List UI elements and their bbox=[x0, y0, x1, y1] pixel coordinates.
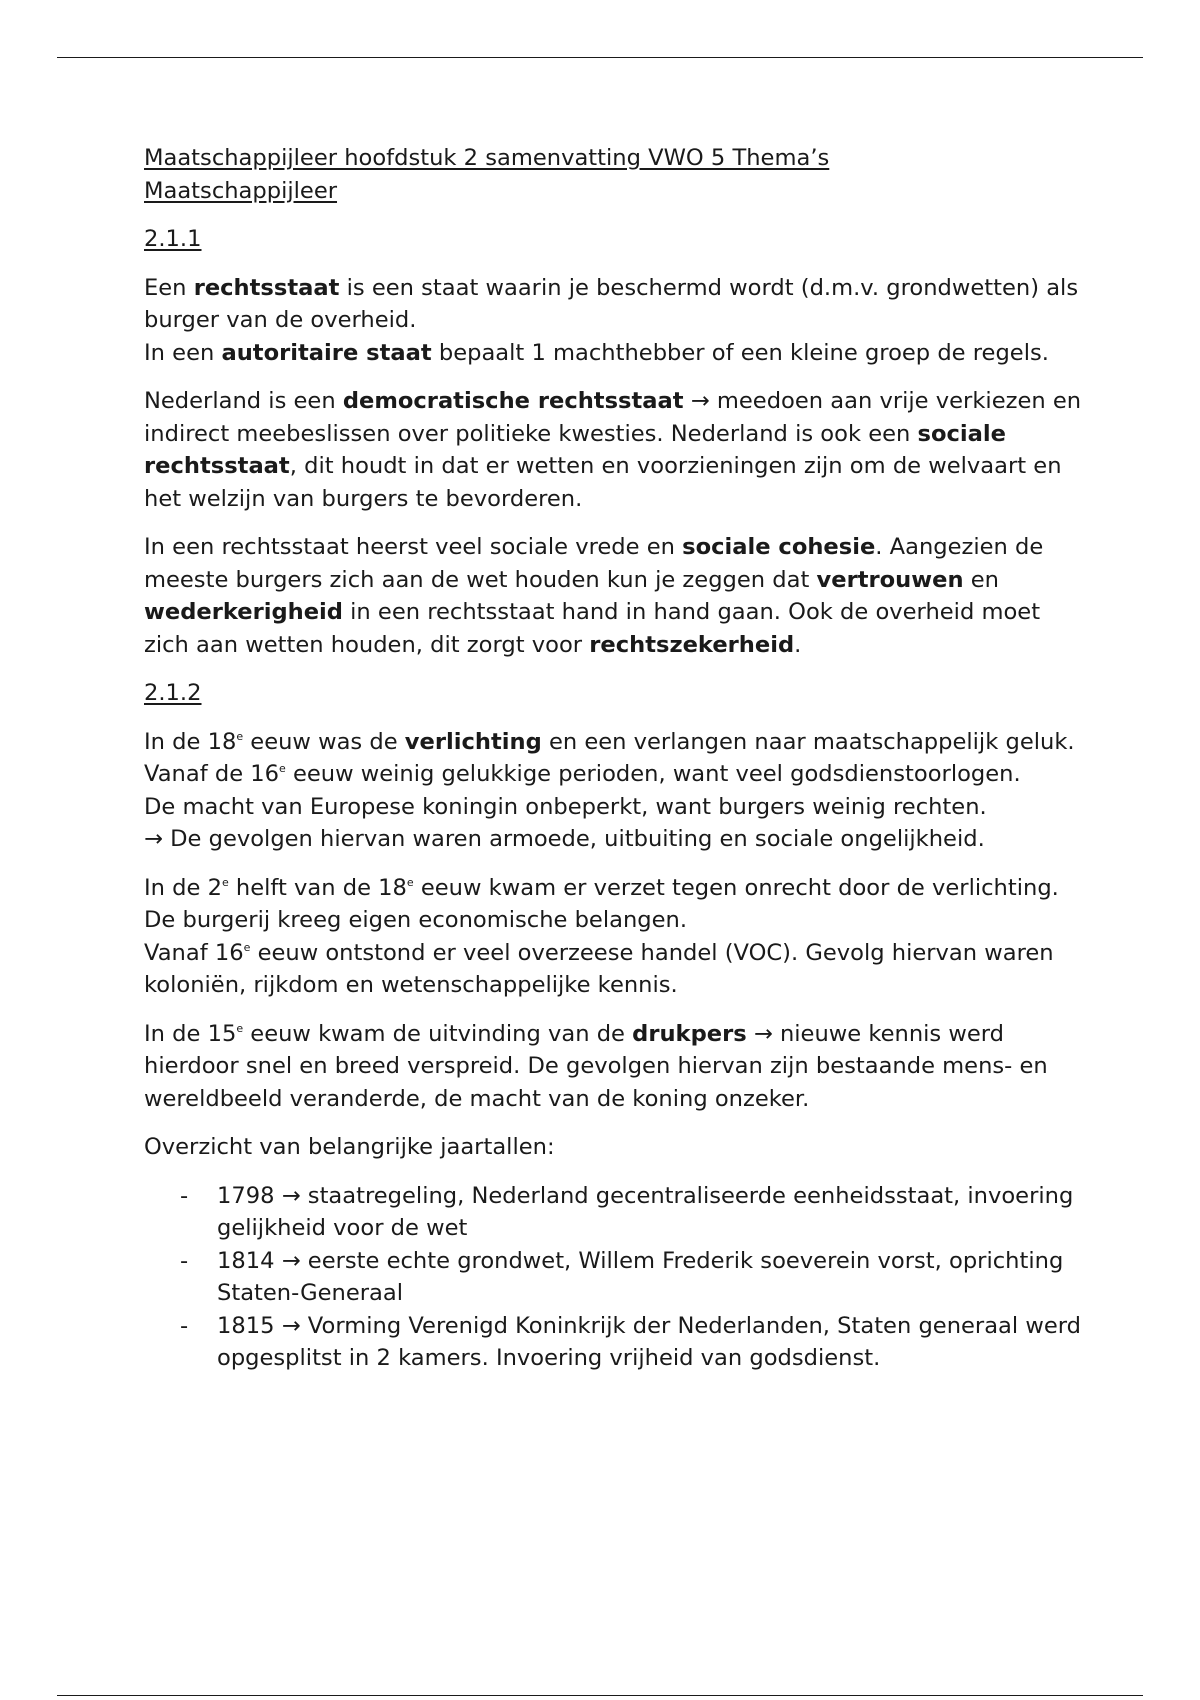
text-run: eeuw weinig gelukkige perioden, want veel godsdienstoorlogen. bbox=[285, 761, 1021, 787]
term-wederkerigheid: wederkerigheid bbox=[144, 599, 343, 625]
text-run: De macht van Europese koningin onbeperkt, want burgers weinig rechten. bbox=[144, 793, 987, 820]
text-run: De gevolgen hiervan waren armoede, uitbuiting en sociale ongelijkheid. bbox=[162, 826, 985, 852]
paragraph-sociale-cohesie bbox=[144, 531, 1084, 661]
year-description: Vorming Verenigd Koninkrijk der Nederlanden, Staten generaal werd opgesplitst in 2 kamers. Invoering vrijheid van godsdienst. bbox=[217, 1312, 1081, 1371]
text-run: In een bbox=[144, 339, 222, 366]
year: 1815 bbox=[217, 1312, 275, 1339]
arrow-right-icon: → bbox=[144, 826, 163, 852]
text-run: Nederland is een bbox=[144, 388, 343, 414]
term-verlichting: verlichting bbox=[404, 728, 542, 755]
paragraph-drukpers bbox=[144, 1018, 1084, 1116]
ordinal-suffix: e bbox=[236, 729, 244, 743]
section-heading-2-1-2 bbox=[144, 677, 1084, 710]
ordinal-suffix: e bbox=[279, 762, 286, 775]
text-run: eeuw was de bbox=[243, 728, 405, 755]
overview-intro: Overzicht van belangrijke jaartallen: bbox=[144, 1134, 555, 1160]
paragraph-verzet bbox=[144, 872, 1084, 1002]
bullet-dash: - bbox=[180, 1247, 189, 1274]
document-title bbox=[144, 142, 1084, 207]
term-rechtszekerheid: rechtszekerheid bbox=[589, 631, 795, 658]
text-run: Vanaf de 16 bbox=[144, 761, 280, 787]
section-heading-text: 2.1.2 bbox=[144, 680, 202, 706]
paragraph-verlichting bbox=[144, 726, 1084, 856]
term-autoritaire-staat: autoritaire staat bbox=[221, 339, 432, 366]
text-run: in een rechtsstaat hand in hand gaan. Ook de overheid moet zich aan wetten houden, dit zorgt voor bbox=[144, 599, 1041, 658]
arrow-right-icon: → bbox=[281, 1312, 301, 1339]
year-description: eerste echte grondwet, Willem Frederik soeverein vorst, oprichting Staten-Generaal bbox=[217, 1247, 1064, 1306]
term-rechtsstaat: rechtsstaat bbox=[193, 274, 340, 301]
term-drukpers: drukpers bbox=[632, 1020, 747, 1047]
section-heading-text: 2.1.1 bbox=[144, 226, 202, 252]
text-run: In de 18 bbox=[144, 728, 237, 755]
ordinal-suffix: e bbox=[243, 940, 251, 954]
ordinal-suffix: e bbox=[221, 875, 229, 889]
term-vertrouwen: vertrouwen bbox=[816, 566, 964, 593]
text-run: eeuw kwam er verzet tegen onrecht door de verlichting. De burgerij kreeg eigen economische belangen. bbox=[144, 874, 1059, 933]
text-run: Vanaf 16 bbox=[144, 939, 244, 966]
text-run: eeuw ontstond er veel overzeese handel (VOC). Gevolg hiervan waren koloniën, rijkdom en wetenschappelijke kennis. bbox=[144, 939, 1054, 998]
paragraph-democratische-rechtsstaat bbox=[144, 385, 1084, 515]
text-run: en bbox=[963, 566, 999, 593]
arrow-right-icon: → bbox=[281, 1247, 301, 1274]
term-sociale-rechtsstaat: sociale rechtsstaat bbox=[144, 420, 1006, 479]
text-run: In een rechtsstaat heerst veel sociale vrede en bbox=[144, 534, 683, 560]
bullet-dash: - bbox=[180, 1182, 189, 1209]
document-body bbox=[144, 142, 1084, 1375]
text-run: . bbox=[794, 631, 802, 658]
arrow-right-icon: → bbox=[753, 1020, 773, 1047]
text-run: . Aangezien de meeste burgers zich aan de wet houden kun je zeggen dat bbox=[144, 534, 1044, 593]
year-description: staatregeling, Nederland gecentraliseerde eenheidsstaat, invoering gelijkheid voor de wet bbox=[217, 1182, 1074, 1241]
footer-rule bbox=[57, 1695, 1143, 1696]
text-run: helft van de 18 bbox=[228, 874, 407, 901]
text-run: eeuw kwam de uitvinding van de bbox=[243, 1020, 633, 1047]
paragraph-rechtsstaat bbox=[144, 272, 1084, 370]
list-item bbox=[180, 1245, 1084, 1310]
text-run: en een verlangen naar maatschappelijk geluk. bbox=[541, 728, 1075, 755]
header-rule bbox=[57, 57, 1143, 58]
year: 1814 bbox=[217, 1247, 275, 1274]
document-title-line-2: Maatschappijleer bbox=[144, 177, 338, 204]
text-run: is een staat waarin je beschermd wordt (d.m.v. grondwetten) als burger van de overheid. bbox=[144, 274, 1079, 333]
list-item bbox=[180, 1180, 1084, 1245]
years-list bbox=[144, 1180, 1084, 1375]
bullet-dash: - bbox=[180, 1312, 189, 1339]
text-run: bepaalt 1 machthebber of een kleine groep de regels. bbox=[431, 339, 1049, 366]
text-run: nieuwe kennis werd hierdoor snel en breed verspreid. De gevolgen hiervan zijn bestaande mens- en wereldbeeld veranderde, de macht van de koning onzeker. bbox=[144, 1020, 1048, 1112]
ordinal-suffix: e bbox=[236, 1021, 244, 1035]
year: 1798 bbox=[217, 1182, 275, 1209]
term-democratische-rechtsstaat: democratische rechtsstaat bbox=[342, 388, 684, 414]
list-item bbox=[180, 1310, 1084, 1375]
arrow-right-icon: → bbox=[281, 1182, 301, 1209]
text-run: , dit houdt in dat er wetten en voorzieningen zijn om de welvaart en het welzijn van burgers te bevorderen. bbox=[144, 453, 1062, 512]
text-run: meedoen aan vrije verkiezen en indirect meebeslissen over politieke kwesties. Nederland is ook een bbox=[144, 388, 1082, 447]
text-run: In de 15 bbox=[144, 1020, 237, 1047]
text-run: In de 2 bbox=[144, 874, 222, 901]
term-sociale-cohesie: sociale cohesie bbox=[682, 534, 876, 560]
text-run: Een bbox=[144, 274, 194, 301]
section-heading-2-1-1 bbox=[144, 223, 1084, 256]
arrow-right-icon: → bbox=[690, 388, 710, 414]
ordinal-suffix: e bbox=[406, 875, 414, 889]
document-title-line-1: Maatschappijleer hoofdstuk 2 samenvatting VWO 5 Thema’s bbox=[144, 145, 830, 171]
